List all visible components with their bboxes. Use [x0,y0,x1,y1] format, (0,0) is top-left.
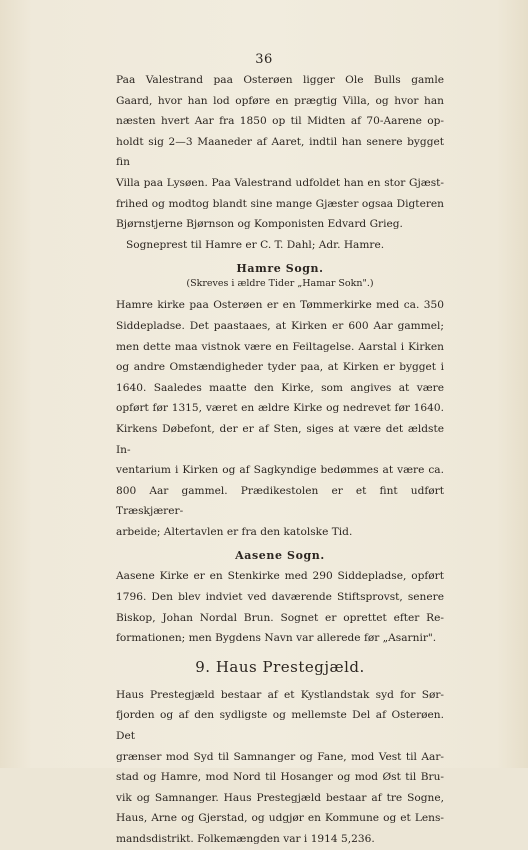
section-subheading-hamre: (Skreves i ældre Tider „Hamar Sokn".) [186,278,374,290]
text-line: vik og Samnanger. Haus Prestegjæld bestaar af tre Sogne, [116,791,444,804]
text-line: grænser mod Syd til Samnanger og Fane, mod Vest til Aar- [116,750,444,763]
text-line: ventarium i Kirken og af Sagkyndige bedømmes at være ca. [116,464,444,477]
text-line: Biskop, Johan Nordal Brun. Sognet er oprettet efter Re- [116,611,444,624]
paragraph-ole-bull [116,70,444,235]
paragraph-haus [116,685,444,850]
text-line: Hamre kirke paa Osterøen er en Tømmerkirke med ca. 350 [116,299,444,312]
text-line: frihed og modtog blandt sine mange Gjæster ogsaa Digteren [116,197,444,210]
text-line: mandsdistrikt. Folkemængden var i 1914 5,236. [116,833,375,845]
text-line: Kirkens Døbefont, der er af Sten, siges at være det ældste In- [116,422,444,456]
text-line: Haus Prestegjæld bestaar af et Kystlandstak syd for Sør- [116,688,444,701]
section-heading-aasene: Aasene Sogn. [235,549,325,563]
page-number: 36 [255,52,273,67]
text-line: 1796. Den blev indviet ved daværende Stiftsprovst, senere [116,591,444,604]
text-line: Bjørnstjerne Bjørnson og Komponisten Edvard Grieg. [116,218,403,231]
text-line: Siddepladse. Det paastaaes, at Kirken er 600 Aar gammel; [116,319,444,332]
chapter-title: 9. Haus Prestegjæld. [195,657,365,676]
paragraph-sogneprest [116,235,444,256]
text-line: formationen; men Bygdens Navn var allerede før „Asarnir". [116,632,437,645]
text-line: fjorden og af den sydligste og mellemste Del af Osterøen. Det [116,709,444,743]
text-line: Villa paa Lysøen. Paa Valestrand udfoldet han en stor Gjæst- [116,176,444,189]
text-line: Haus, Arne og Gjerstad, og udgjør en Kommune og et Lens- [116,812,444,825]
text-line: arbeide; Altertavlen er fra den katolske Tid. [116,525,353,538]
text-line: næsten hvert Aar fra 1850 op til Midten af 70-Aarene op- [116,115,444,128]
text-line: 800 Aar gammel. Prædikestolen er et fint udført Træskjærer- [116,484,444,518]
text-line: stad og Hamre, mod Nord til Hosanger og mod Øst til Bru- [116,771,444,784]
section-heading-hamre: Hamre Sogn. [236,262,324,276]
text-line: Paa Valestrand paa Osterøen ligger Ole Bulls gamle [116,74,444,86]
text-line: men dette maa vistnok være en Feiltagelse. Aarstal i Kirken [116,340,444,353]
text-line: og andre Omstændigheder tyder paa, at Kirken er bygget i [116,361,444,374]
text-line: Gaard, hvor han lod opføre en prægtig Villa, og hvor han [116,94,444,107]
paragraph-hamre [116,295,444,542]
body-text [116,70,444,850]
text-line: Aasene Kirke er en Stenkirke med 290 Siddepladse, opført [116,570,444,583]
text-line: 1640. Saaledes maatte den Kirke, som angives at være [116,381,444,394]
text-line: opført før 1315, været en ældre Kirke og nedrevet før 1640. [116,402,444,415]
text-line: holdt sig 2—3 Maaneder af Aaret, indtil han senere bygget fin [116,135,444,169]
paragraph-aasene [116,566,444,648]
text-line: Sogneprest til Hamre er C. T. Dahl; Adr. Hamre. [126,238,385,251]
